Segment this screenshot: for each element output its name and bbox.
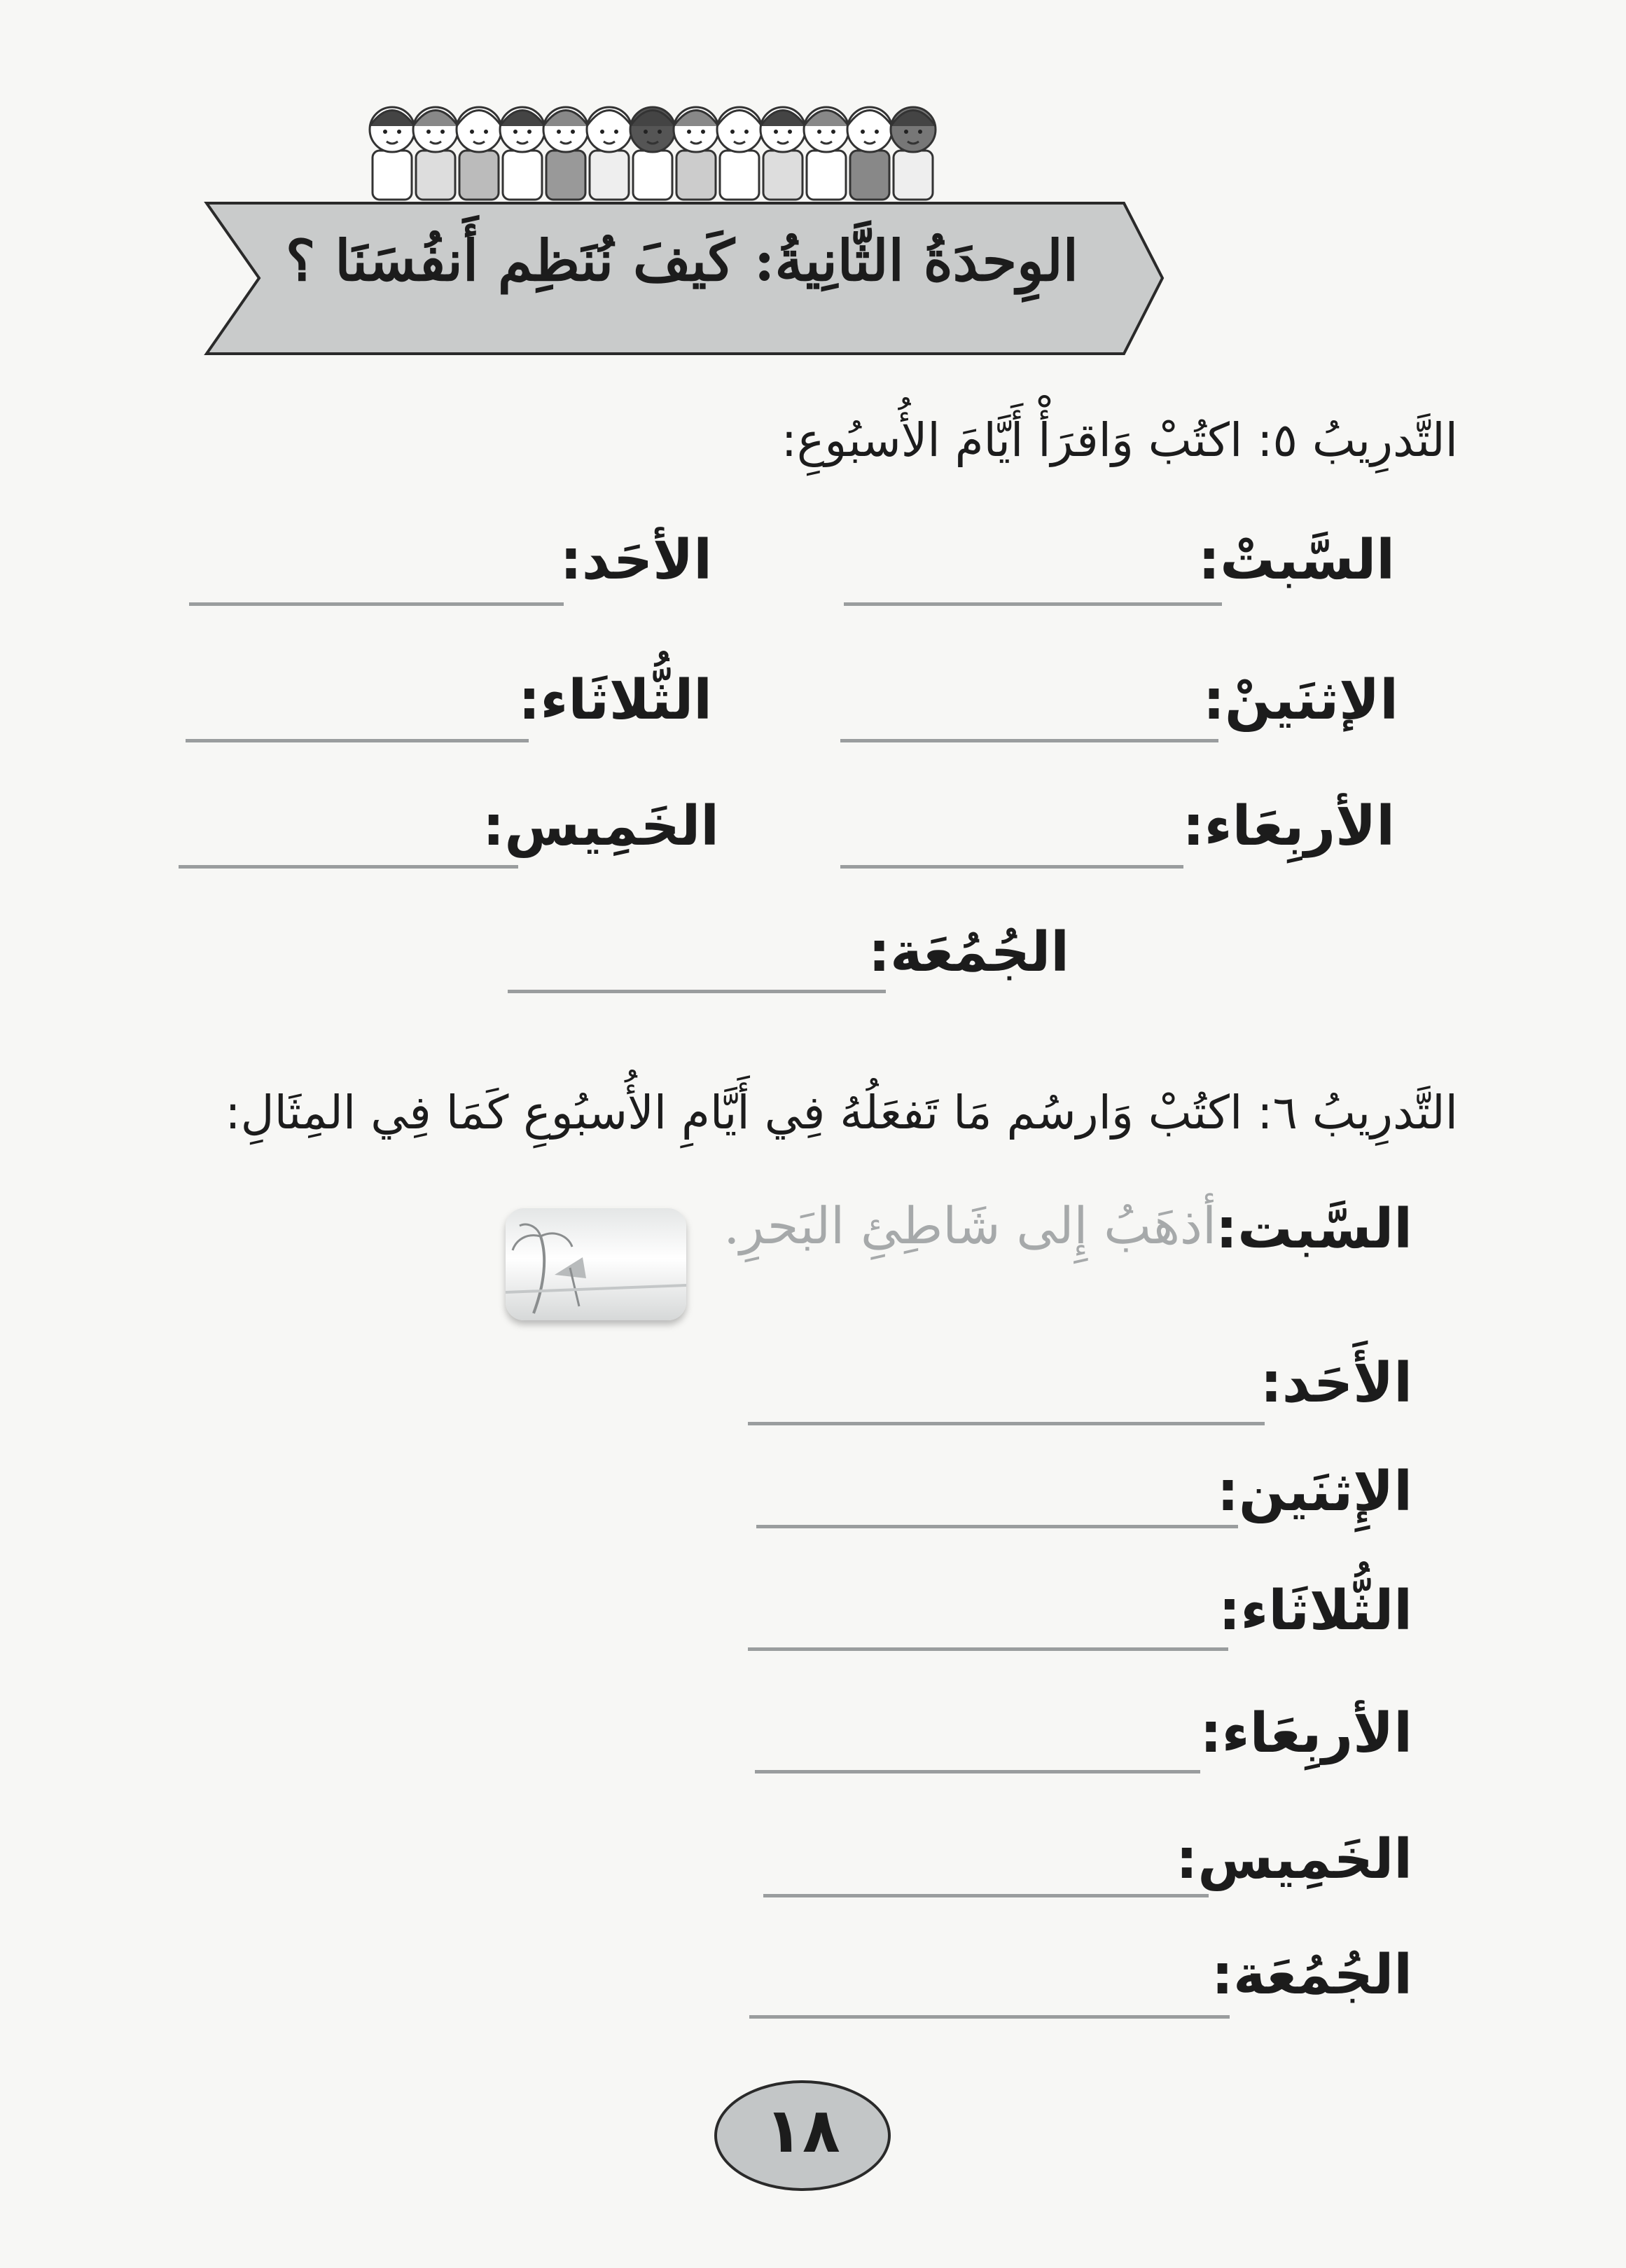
beach-picture <box>506 1208 686 1320</box>
ex5-thursday-label: الخَمِيس: <box>482 795 719 858</box>
unit-title: الوِحدَةُ الثَّانِيةُ: كَيفَ نُنَظِم أَنفُسَنَا ؟ <box>285 228 1078 293</box>
child-eye <box>383 130 387 134</box>
ex6-example-day-label: السَّبت: <box>1216 1198 1412 1261</box>
child-eye <box>730 130 735 134</box>
child-body <box>503 151 542 200</box>
ex5-saturday-label: السَّبتْ: <box>1198 529 1395 592</box>
child-eye <box>774 130 778 134</box>
ex6-sunday-line[interactable] <box>748 1422 1265 1425</box>
child-body <box>416 151 455 200</box>
child-eye <box>744 130 749 134</box>
ex6-example-text: أذهَبُ إِلى شَاطِئِ البَحرِ. <box>723 1196 1216 1255</box>
child-eye <box>571 130 575 134</box>
child-body <box>894 151 933 200</box>
ex6-monday-label: الإِثنَين: <box>1216 1460 1412 1523</box>
ex5-tuesday-line[interactable] <box>186 739 529 742</box>
ex5-friday-line[interactable] <box>508 990 886 993</box>
child-body <box>590 151 629 200</box>
child-eye <box>600 130 604 134</box>
ex6-wednesday-label: الأربِعَاء: <box>1200 1702 1412 1765</box>
ex6-tuesday-line[interactable] <box>748 1647 1228 1651</box>
child-eye <box>817 130 821 134</box>
child-eye <box>687 130 691 134</box>
child-body <box>459 151 499 200</box>
ex6-tuesday-label: الثُّلاثَاء: <box>1218 1579 1412 1643</box>
child-eye <box>513 130 517 134</box>
child-body <box>373 151 412 200</box>
child-eye <box>527 130 531 134</box>
exercise6-instruction: التَّدرِيبُ ٦: اكتُبْ وَارسُم مَا تَفعَلُهُ فِي أَيَّامِ الأُسبُوعِ كَمَا فِي المِثَالِ: <box>225 1086 1458 1140</box>
child-body <box>763 151 802 200</box>
children-illustration <box>364 91 980 203</box>
child-eye <box>831 130 835 134</box>
child-body <box>546 151 585 200</box>
child-eye <box>484 130 488 134</box>
child-eye <box>875 130 879 134</box>
child-body <box>720 151 759 200</box>
ex6-wednesday-line[interactable] <box>755 1770 1200 1773</box>
ex5-monday-label: الإثنَينْ: <box>1202 669 1398 732</box>
ex5-sunday-line[interactable] <box>189 602 564 606</box>
child-eye <box>918 130 922 134</box>
child-eye <box>614 130 618 134</box>
ex6-sunday-label: الأَحَد: <box>1260 1352 1412 1415</box>
child-eye <box>397 130 401 134</box>
child-eye <box>426 130 431 134</box>
ex5-monday-line[interactable] <box>840 739 1218 742</box>
ex6-friday-label: الجُمُعَة: <box>1211 1944 1412 2007</box>
child-eye <box>861 130 865 134</box>
ex5-wednesday-label: الأربِعَاء: <box>1182 795 1395 858</box>
child-eye <box>470 130 474 134</box>
child-eye <box>701 130 705 134</box>
ex5-wednesday-line[interactable] <box>840 865 1183 869</box>
ex5-sunday-label: الأحَد: <box>560 529 712 592</box>
ex5-friday-label: الجُمُعَة: <box>868 921 1069 984</box>
child-body <box>633 151 672 200</box>
child-body <box>807 151 846 200</box>
exercise5-instruction: التَّدرِيبُ ٥: اكتُبْ وَاقرَأْ أَيَّامَ الأُسبُوعِ: <box>781 413 1458 467</box>
ex5-tuesday-label: الثُّلاثَاء: <box>518 669 712 732</box>
child-eye <box>658 130 662 134</box>
child-eye <box>644 130 648 134</box>
page-number: ١٨ <box>765 2094 840 2166</box>
ex6-friday-line[interactable] <box>749 2015 1230 2019</box>
child-eye <box>904 130 908 134</box>
child-body <box>676 151 716 200</box>
ex5-saturday-line[interactable] <box>844 602 1222 606</box>
child-body <box>850 151 889 200</box>
palm-umbrella-icon <box>506 1208 686 1320</box>
child-eye <box>557 130 561 134</box>
ex6-thursday-label: الخَمِيس: <box>1176 1828 1412 1891</box>
child-eye <box>440 130 445 134</box>
child-eye <box>788 130 792 134</box>
ex6-thursday-line[interactable] <box>763 1894 1209 1897</box>
ex6-monday-line[interactable] <box>756 1525 1238 1528</box>
ex5-thursday-line[interactable] <box>179 865 518 869</box>
